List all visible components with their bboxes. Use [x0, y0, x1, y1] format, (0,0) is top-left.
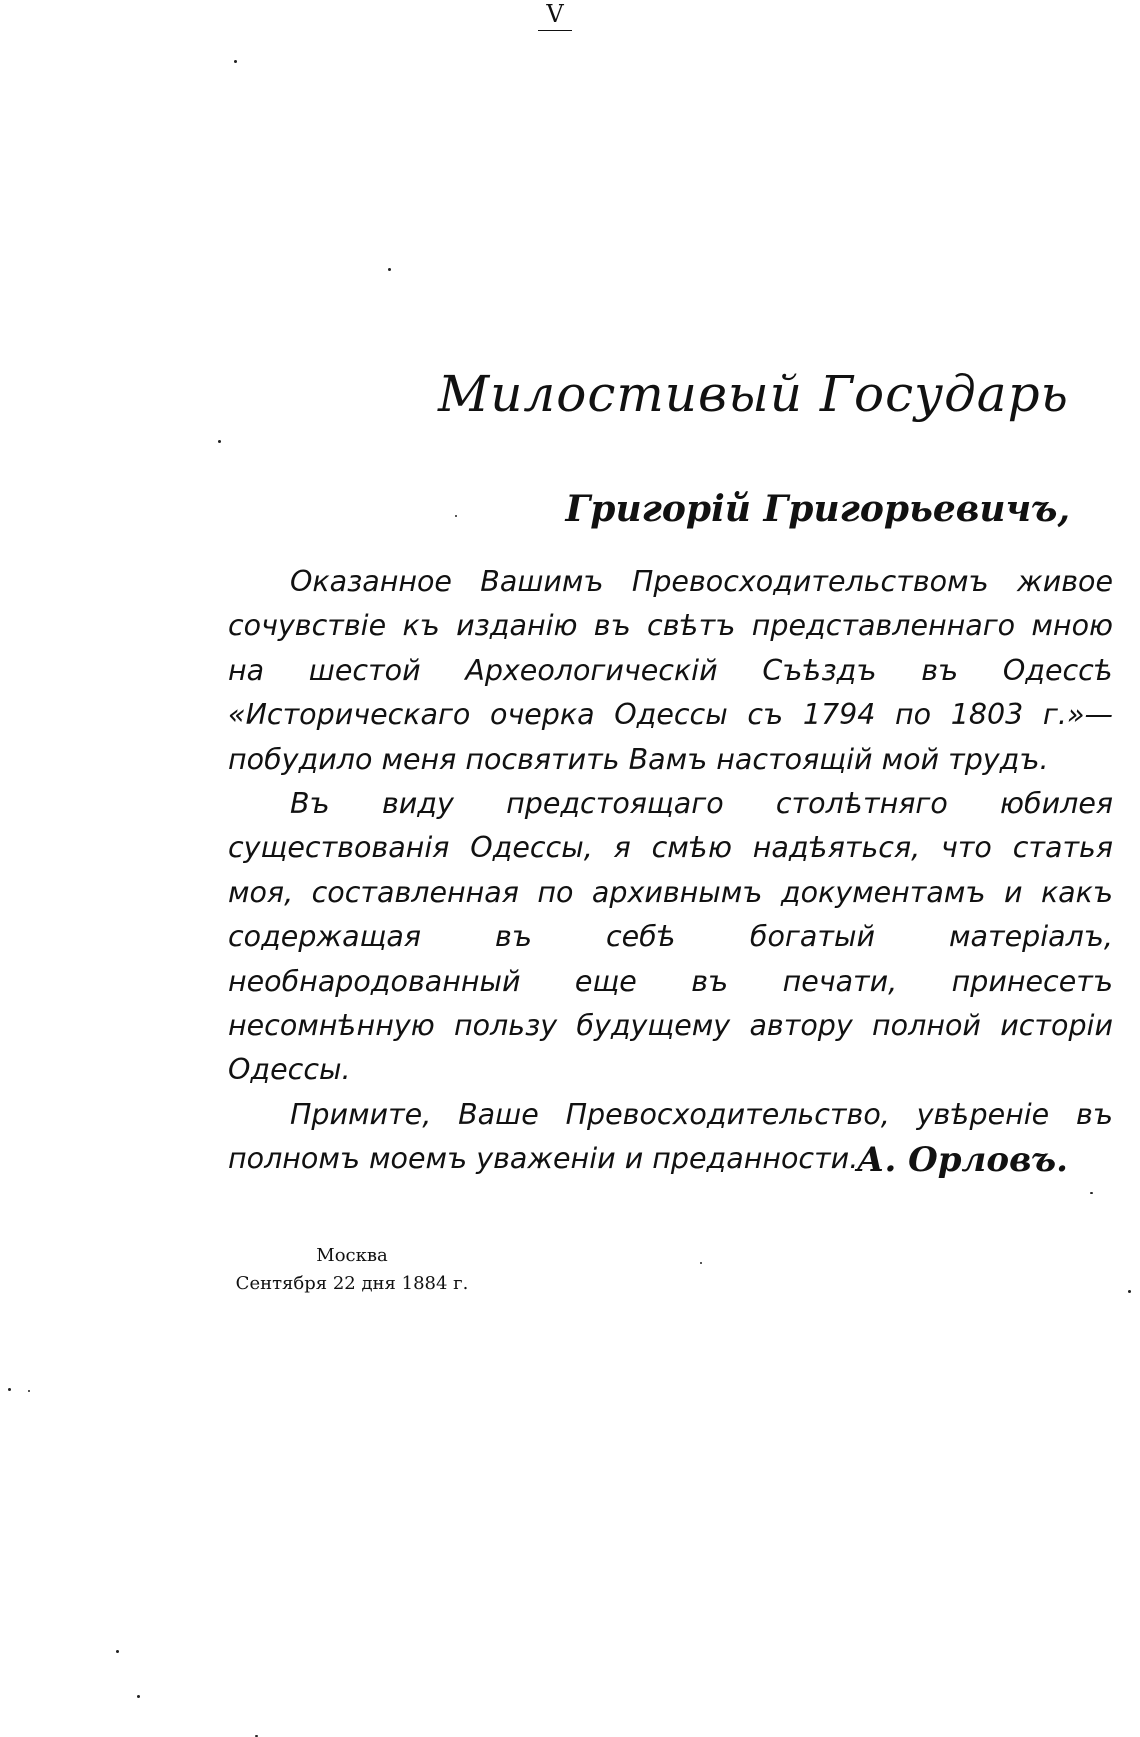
place: Москва [316, 1245, 388, 1266]
place-and-date [222, 1242, 482, 1298]
scan-speck [8, 1388, 11, 1391]
scan-speck [234, 60, 237, 63]
paragraph-3: Примите, Ваше Превосходительство, увѣреніе въ полномъ моемъ уваженіи и преданности. [228, 1097, 1113, 1176]
addressee: Григорій Григорьевичъ, [565, 488, 1070, 530]
date: Сентября 22 дня 1884 г. [235, 1273, 469, 1294]
scan-speck [1090, 1192, 1093, 1194]
scan-speck [137, 1695, 140, 1698]
salutation: Милостивый Государь [438, 365, 1069, 423]
scan-speck [388, 268, 391, 271]
page-number: V [520, 0, 590, 31]
scan-speck [218, 440, 221, 443]
letter-body [228, 560, 1113, 1182]
scan-speck [700, 1262, 702, 1264]
scan-speck [116, 1650, 119, 1653]
paragraph-1: Оказанное Вашимъ Превосходительствомъ живое сочувствіе къ изданію въ свѣтъ представленнаго мною на шестой Археологическій Съѣздъ въ Одессѣ «Историческаго очерка Одессы съ 1794 по 1803 г.»—побудило меня посвятить Вамъ настоящій мой трудъ. [228, 565, 1113, 776]
signature: А. Орловъ. [856, 1140, 1068, 1180]
paragraph-2: Въ виду предстоящаго столѣтняго юбилея существованія Одессы, я смѣю надѣяться, что статья моя, составленная по архивнымъ документамъ и какъ содержащая въ себѣ богатый матеріалъ, необнародованный еще въ печати, принесетъ несомнѣнную пользу будущему автору полной исторіи Одессы. [228, 787, 1113, 1087]
scan-speck [455, 515, 457, 517]
scan-speck [1128, 1290, 1131, 1293]
scan-speck [28, 1390, 30, 1392]
